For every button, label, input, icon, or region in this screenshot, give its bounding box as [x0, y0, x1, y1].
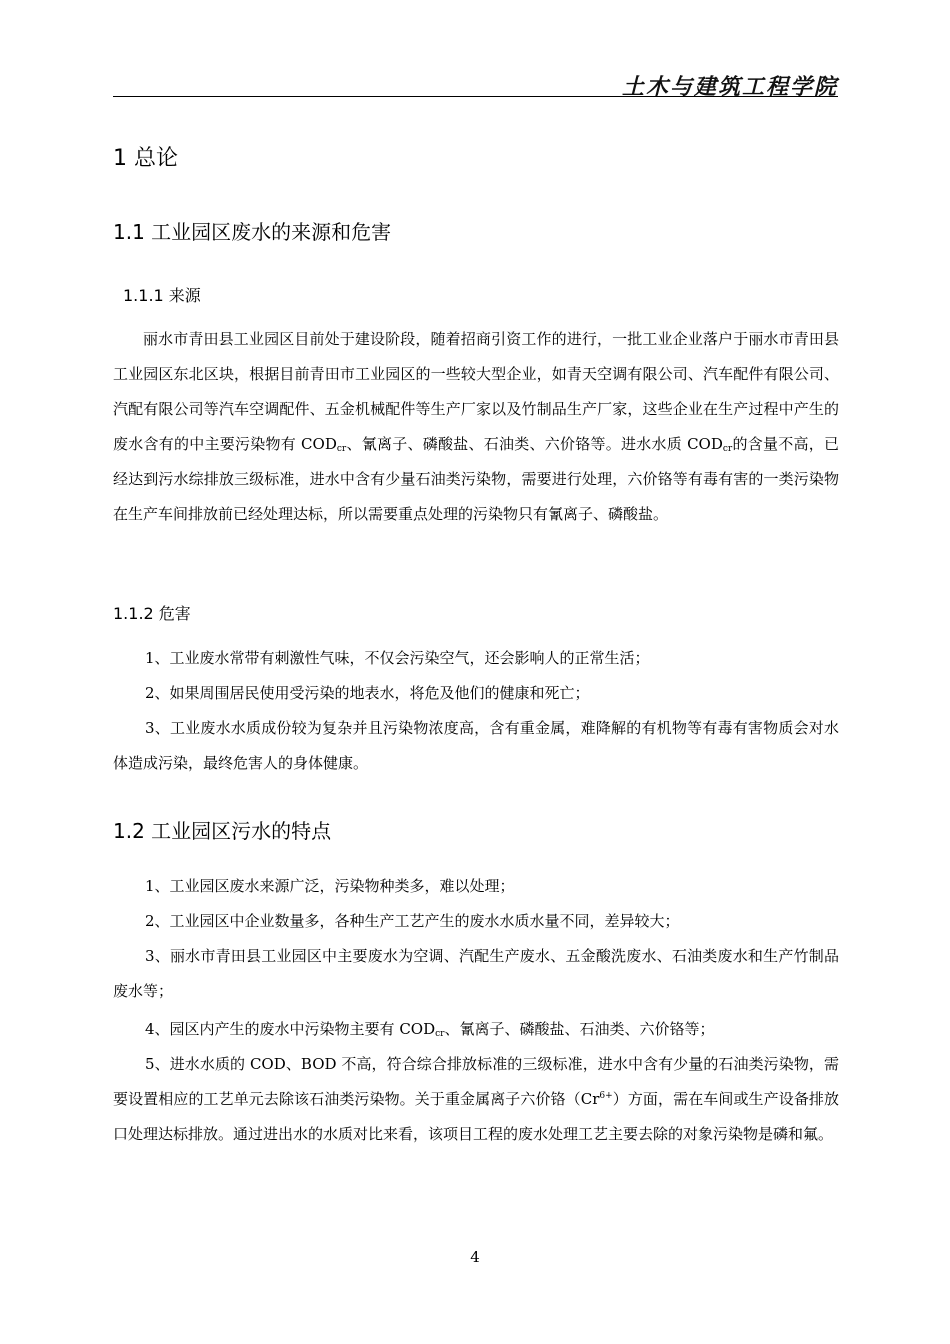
cod-subscript-2: cr — [722, 444, 733, 454]
section-1-2-title: 1.2 工业园区污水的特点 — [113, 819, 332, 843]
feature-item-2: 2、工业园区中企业数量多，各种生产工艺产生的废水水质水量不同，差异较大； — [145, 912, 680, 930]
feature-item-5-text-b: ）方面，需在车间或生产设备排放口处理达标排放。通过进出水的水质对比来看，该项目工程的废水处理工艺主要去除的对象污染物是磷和氟。 — [113, 1090, 839, 1143]
feature-item-4 — [113, 1012, 839, 1047]
harm-item-1: 1、工业废水常带有刺激性气味，不仅会污染空气，还会影响人的正常生活； — [145, 649, 650, 667]
section-1-title: 1 总论 — [113, 146, 178, 171]
harm-item-3: 3、工业废水水质成份较为复杂并且污染物浓度高，含有重金属，难降解的有机物等有毒有害物质会对水体造成污染，最终危害人的身体健康。 — [113, 719, 839, 772]
feature-item-5 — [113, 1047, 839, 1152]
feature-item-3: 3、丽水市青田县工业园区中主要废水为空调、汽配生产废水、五金酸洗废水、石油类废水和生产竹制品废水等； — [113, 947, 839, 1000]
source-text-2: 、氰离子、磷酸盐、石油类、六价铬等。进水水质 COD — [346, 435, 723, 453]
source-paragraph — [113, 322, 839, 532]
harm-item-2: 2、如果周围居民使用受污染的地表水，将危及他们的健康和死亡； — [145, 684, 590, 702]
feature-item-4-text-a: 4、园区内产生的废水中污染物主要有 COD — [145, 1020, 436, 1038]
source-text-3: 的含量不高，已经达到污水综排放三级标准，进水中含有少量石油类污染物，需要进行处理，六价铬等有毒有害的一类污染物在生产车间排放前已经处理达标，所以需要重点处理的污染物只有氰离子、磷酸盐。 — [113, 435, 839, 523]
section-1-1-title: 1.1 工业园区废水的来源和危害 — [113, 220, 392, 244]
cod-subscript-1: cr — [336, 444, 347, 454]
chromium-superscript: 6+ — [599, 1091, 613, 1101]
header-logo-text: 土木与建筑工程学院 — [621, 74, 838, 100]
feature-item-5-text-a: 5、进水水质的 COD、BOD 不高，符合综合排放标准的三级标准，进水中含有少量的石油类污染物，需要设置相应的工艺单元去除该石油类污染物。关于重金属离子六价铬（Cr — [113, 1055, 839, 1108]
page-number: 4 — [470, 1248, 480, 1266]
feature-item-4-text-b: 、氰离子、磷酸盐、石油类、六价铬等； — [444, 1020, 715, 1038]
header-divider — [113, 96, 838, 97]
source-text-1: 丽水市青田县工业园区目前处于建设阶段，随着招商引资工作的进行，一批工业企业落户于丽水市青田县工业园区东北区块，根据目前青田市工业园区的一些较大型企业，如青天空调有限公司、汽车配件有限公司、汽配有限公司等汽车空调配件、五金机械配件等生产厂家以及竹制品生产厂家，这些企业在生产过程中产生的废水含有的中主要污染物有 COD — [113, 330, 839, 453]
section-1-1-1-title: 1.1.1 来源 — [123, 286, 201, 305]
section-1-1-2-title: 1.1.2 危害 — [113, 604, 191, 623]
cod-subscript-3: cr — [435, 1029, 445, 1039]
feature-item-1: 1、工业园区废水来源广泛，污染物种类多，难以处理； — [145, 877, 515, 895]
